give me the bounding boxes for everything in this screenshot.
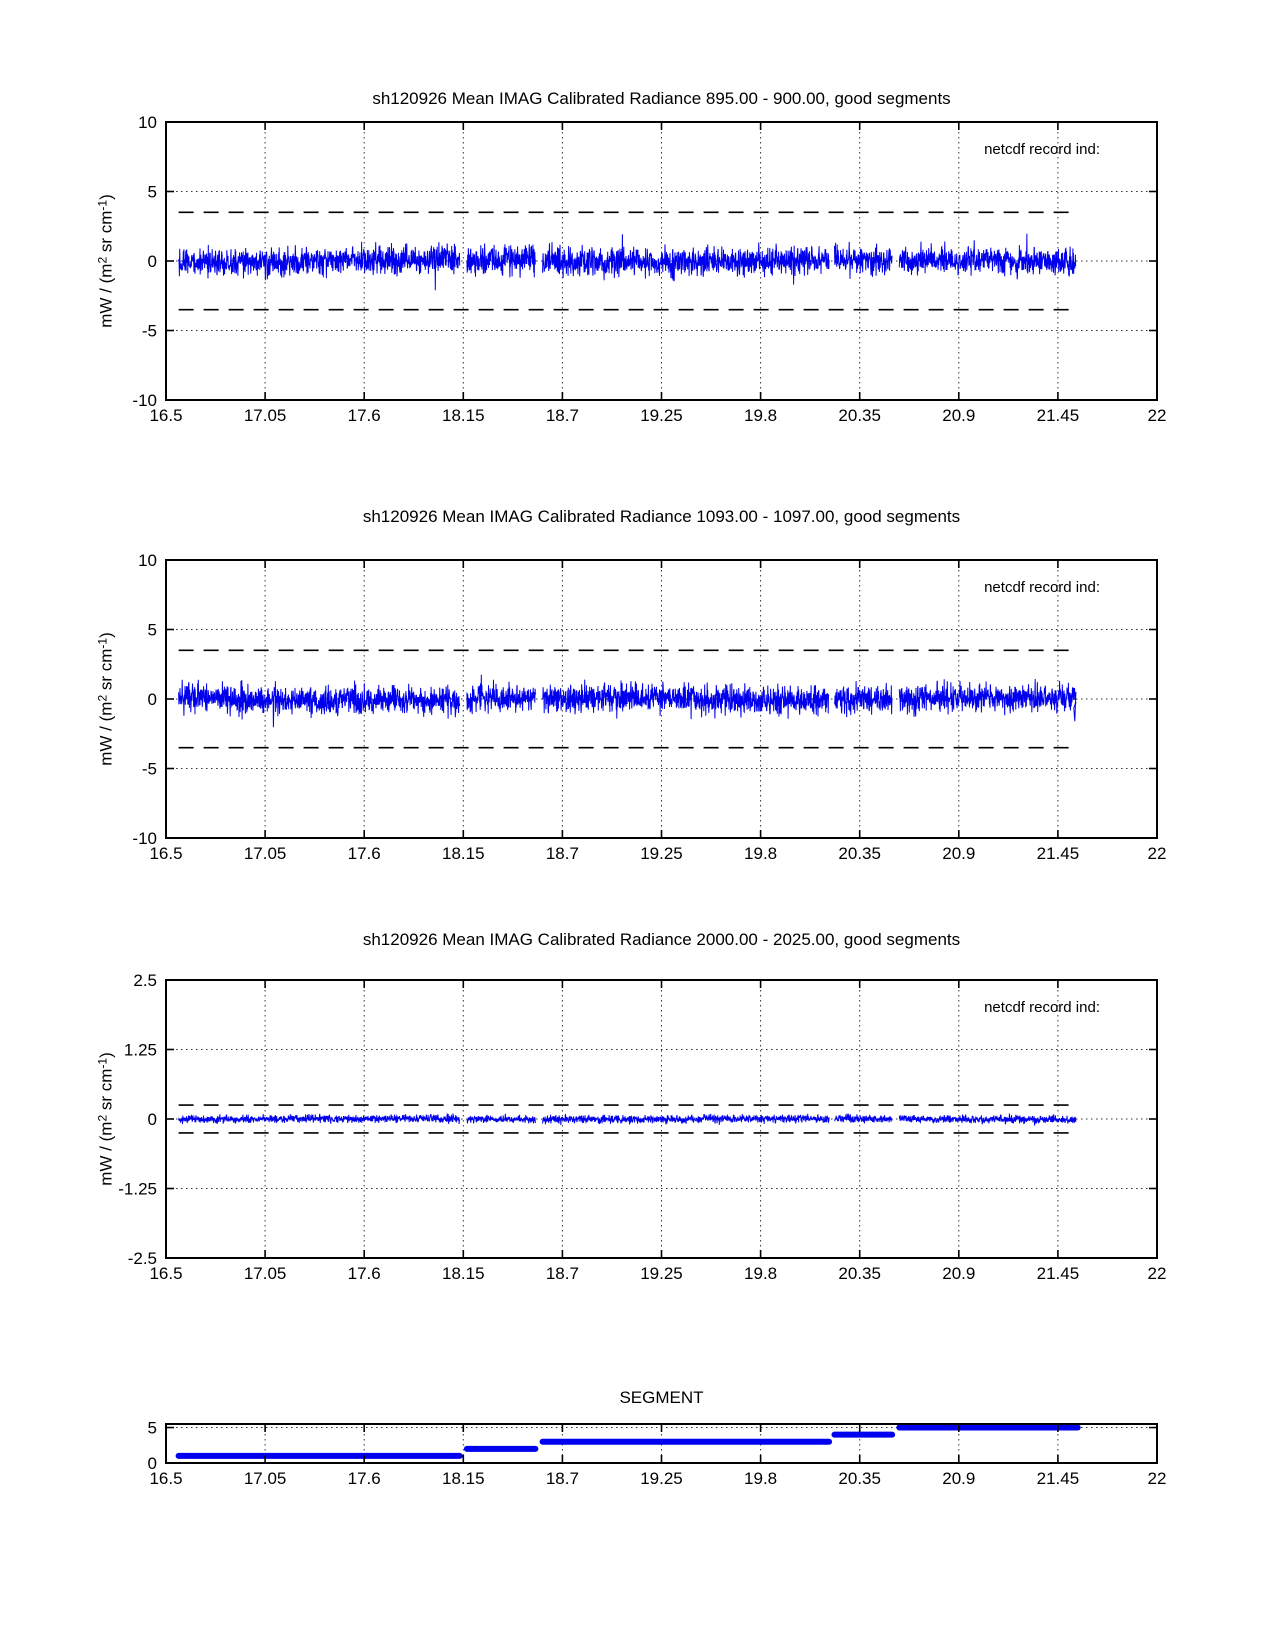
chart1-title: sh120926 Mean IMAG Calibrated Radiance 895.00 - 900.00, good segments (372, 89, 951, 108)
xtick-label: 21.45 (1036, 406, 1080, 425)
xtick-label: 16.5 (149, 844, 183, 863)
ytick-label: -5 (141, 321, 157, 341)
chart-1 (132, 113, 1166, 425)
ylabel-text: sr cm (96, 648, 116, 695)
xtick-label: 16.5 (149, 406, 183, 425)
chart-3-xtick-labels (149, 1264, 1166, 1283)
ylabel-superscript: 2 (95, 1114, 110, 1122)
xtick-label: 18.15 (442, 406, 485, 425)
chart-4-ytick-labels (148, 1419, 157, 1473)
xtick-label: 20.35 (838, 844, 881, 863)
xtick-label: 20.9 (942, 1264, 976, 1283)
chart-2-xtick-labels (149, 844, 1166, 863)
xtick-label: 19.8 (744, 844, 778, 863)
ytick-label: -2.5 (127, 1249, 157, 1268)
xtick-label: 22 (1147, 1469, 1167, 1488)
ytick-label: 2.5 (133, 971, 157, 990)
chart-2 (132, 551, 1166, 863)
xtick-label: 22 (1147, 1264, 1167, 1283)
chart2-netcdf-label: netcdf record ind: (984, 579, 1100, 596)
xtick-label: 17.6 (347, 1264, 381, 1283)
chart-1-trace (179, 234, 1076, 291)
xtick-label: 17.6 (347, 1469, 381, 1488)
xtick-label: 22 (1147, 844, 1167, 863)
ylabel-text: ) (96, 1052, 116, 1058)
xtick-label: 19.25 (640, 406, 683, 425)
xtick-label: 19.8 (744, 1469, 778, 1488)
ytick-label: 5 (147, 620, 157, 640)
chart-3-trace (179, 1114, 1076, 1126)
ylabel-superscript: 2 (95, 694, 110, 702)
chart-2-ytick-labels (132, 551, 157, 848)
chart3-ylabel (96, 1052, 117, 1186)
xtick-label: 17.6 (347, 844, 381, 863)
xtick-label: 19.25 (640, 1469, 683, 1488)
xtick-label: 20.35 (838, 406, 881, 425)
xtick-label: 17.6 (347, 406, 381, 425)
ytick-label: 10 (138, 113, 157, 132)
ytick-label: -5 (141, 759, 157, 779)
xtick-label: 22 (1147, 406, 1167, 425)
xtick-label: 18.7 (545, 1469, 579, 1488)
ylabel-text: ) (96, 194, 116, 200)
chart1-netcdf-label: netcdf record ind: (984, 141, 1100, 158)
xtick-label: 17.05 (243, 1469, 287, 1488)
xtick-label: 16.5 (149, 1264, 183, 1283)
ylabel-superscript: -1 (95, 1057, 110, 1069)
xtick-label: 19.25 (640, 1264, 683, 1283)
xtick-label: 20.9 (942, 1469, 976, 1488)
ylabel-text: sr cm (96, 1068, 116, 1115)
ytick-label: -10 (132, 829, 157, 848)
ylabel-superscript: 2 (95, 256, 110, 264)
ytick-label: -1.25 (118, 1179, 157, 1199)
chart-3-ytick-labels (118, 971, 157, 1268)
chart-1-ytick-labels (132, 113, 157, 410)
ytick-label: 5 (147, 1418, 157, 1438)
xtick-label: 20.9 (942, 406, 976, 425)
ytick-label: 0 (147, 1110, 157, 1129)
xtick-label: 19.8 (744, 406, 778, 425)
xtick-label: 20.35 (838, 1264, 881, 1283)
ylabel-text: mW / (m (96, 1121, 116, 1186)
ytick-label: 0 (147, 1454, 157, 1473)
xtick-label: 17.05 (243, 406, 287, 425)
xtick-label: 21.45 (1036, 844, 1080, 863)
chart4-title: SEGMENT (619, 1388, 704, 1407)
ylabel-text: mW / (m (96, 263, 116, 328)
ytick-label: 5 (147, 182, 157, 202)
ylabel-superscript: -1 (95, 637, 110, 649)
xtick-label: 18.15 (442, 1264, 485, 1283)
ytick-label: 10 (138, 551, 157, 570)
chart3-title: sh120926 Mean IMAG Calibrated Radiance 2000.00 - 2025.00, good segments (362, 930, 961, 949)
chart1-ylabel (96, 194, 117, 328)
xtick-label: 20.35 (838, 1469, 881, 1488)
ytick-label: 1.25 (123, 1040, 157, 1060)
xtick-label: 18.15 (442, 844, 485, 863)
ytick-label: 0 (147, 690, 157, 709)
ylabel-superscript: -1 (95, 199, 110, 211)
chart-1-xtick-labels (149, 406, 1166, 425)
ylabel-text: mW / (m (96, 701, 116, 766)
chart2-title: sh120926 Mean IMAG Calibrated Radiance 1093.00 - 1097.00, good segments (362, 507, 961, 526)
chart-3 (118, 971, 1166, 1283)
segment-step-bars (179, 1428, 1078, 1456)
xtick-label: 18.7 (545, 844, 579, 863)
xtick-label: 20.9 (942, 844, 976, 863)
chart3-netcdf-label: netcdf record ind: (984, 999, 1100, 1016)
chart-4-xtick-labels (149, 1469, 1166, 1488)
ylabel-text: sr cm (96, 210, 116, 257)
xtick-label: 18.15 (442, 1469, 485, 1488)
xtick-label: 18.7 (545, 1264, 579, 1283)
xtick-label: 18.7 (545, 406, 579, 425)
xtick-label: 17.05 (243, 844, 287, 863)
chart-2-trace (179, 675, 1076, 727)
chart-4 (148, 1419, 1167, 1488)
xtick-label: 21.45 (1036, 1469, 1080, 1488)
xtick-label: 16.5 (149, 1469, 183, 1488)
ylabel-text: ) (96, 632, 116, 638)
ytick-label: -10 (132, 391, 157, 410)
xtick-label: 21.45 (1036, 1264, 1080, 1283)
chart2-ylabel (96, 632, 117, 766)
xtick-label: 19.8 (744, 1264, 778, 1283)
xtick-label: 17.05 (243, 1264, 287, 1283)
xtick-label: 19.25 (640, 844, 683, 863)
ytick-label: 0 (147, 252, 157, 271)
